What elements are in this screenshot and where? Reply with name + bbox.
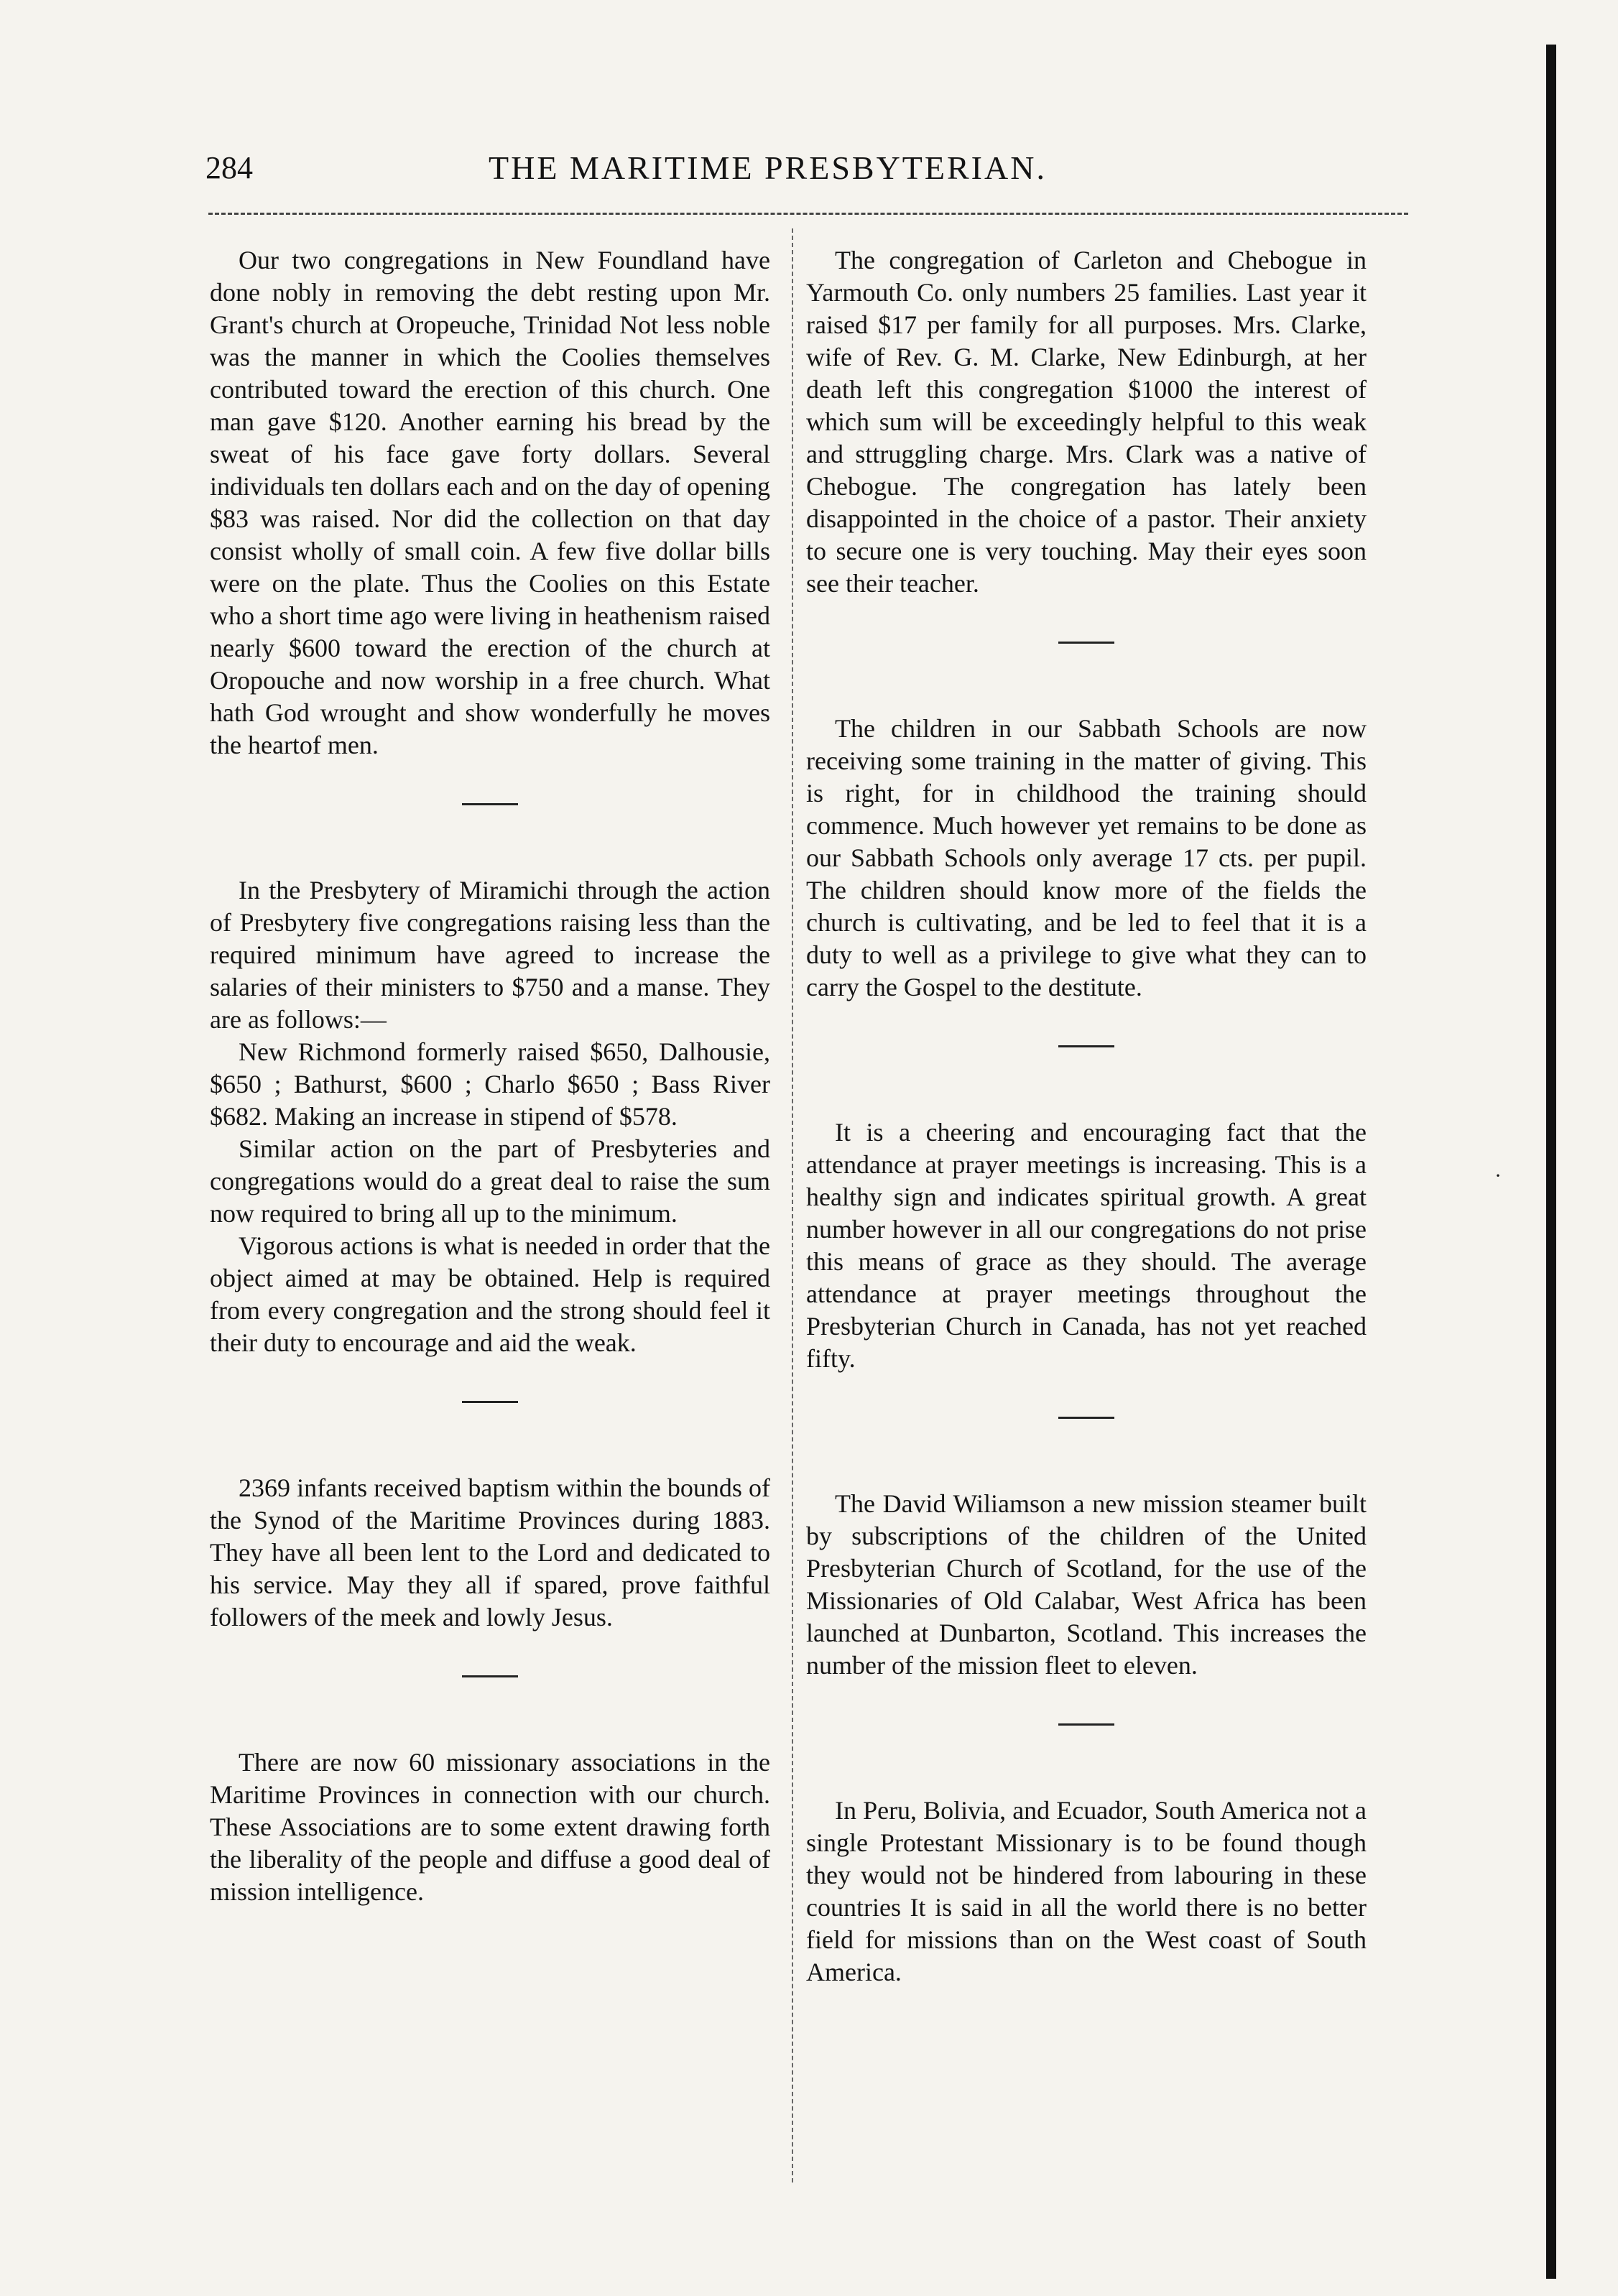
article-paragraph: Our two congregations in New Foundland have done nobly in removing the debt resting upon Mr. Grant's church at Oropeuche, Trinidad Not less noble was the manner in which the Coolies themselves contributed toward the erection of this church. One man gave $120. Another earning his bread by the sweat of his face gave forty dollars. Several individuals ten dollars each and on the day of opening $83 was raised. Nor did the collection on that day consist wholly of small coin. A few five dollar bills were on the plate. Thus the Coolies on this Estate who a short time ago were living in heathenism raised nearly $600 toward the erection of the church at Oropouche and now worship in a free church. What hath God wrought and show wonderfully he moves the heartof men. — [210, 246, 770, 759]
article-separator — [1058, 1417, 1114, 1419]
article — [210, 874, 770, 1359]
column-divider — [792, 228, 793, 2182]
page-edge-bar — [1546, 45, 1556, 2279]
right-column — [806, 244, 1367, 1989]
article-separator — [462, 1675, 518, 1677]
article — [210, 1746, 770, 1908]
article — [806, 244, 1367, 600]
article-separator — [1058, 1723, 1114, 1726]
article-paragraph: In the Presbytery of Miramichi through the action of Presbytery five congregations raising less than the required minimum have agreed to increase the salaries of their ministers to $750 and a manse. They are as follows:— — [210, 876, 770, 1034]
article-paragraph: The congregation of Carleton and Chebogue in Yarmouth Co. only numbers 25 families. Last year it raised $17 per family for all purposes. Mrs. Clarke, wife of Rev. G. M. Clarke, New Edinburgh, at her death left this congregation $1000 the interest of which sum will be exceedingly helpful to this weak and sttruggling charge. Mrs. Clark was a native of Chebogue. The congregation has lately been disappointed in the choice of a pastor. Their anxiety to secure one is very touching. May their eyes soon see their teacher. — [806, 246, 1367, 598]
article-paragraph: The children in our Sabbath Schools are now receiving some training in the matter of giving. This is right, for in childhood the training should commence. Much however yet remains to be done as our Sabbath Schools only average 17 cts. per pupil. The children should know more of the fields the church is cultivating, and be led to feel that it is a duty to well as a privilege to give what they can to carry the Gospel to the destitute. — [806, 714, 1367, 1001]
running-title: THE MARITIME PRESBYTERIAN. — [489, 149, 1047, 186]
page-header — [0, 148, 1618, 198]
article-separator — [462, 803, 518, 805]
article-separator — [1058, 1045, 1114, 1047]
article — [806, 1116, 1367, 1375]
article-paragraph: It is a cheering and encouraging fact that the attendance at prayer meetings is increasing. This is a healthy sign and indicates spiritual growth. A great number however in all our congregations do not prise this means of grace as they should. The average attendance at prayer meetings throughout the Presbyterian Church in Canada, has not yet reached fifty. — [806, 1118, 1367, 1373]
article-separator — [462, 1401, 518, 1403]
article-separator — [1058, 642, 1114, 644]
article — [806, 1795, 1367, 1989]
page-number: 284 — [205, 150, 253, 185]
article-paragraph: Similar action on the part of Presbyteries and congregations would do a great deal to raise the sum now required to bring all up to the minimum. — [210, 1134, 770, 1228]
article — [210, 1472, 770, 1634]
article-paragraph: The David Wiliamson a new mission steamer built by subscriptions of the children of the United Presbyterian Church of Scotland, for the use of the Missionaries of Old Calabar, West Africa has been launched at Dunbarton, Scotland. This increases the number of the mission fleet to eleven. — [806, 1489, 1367, 1680]
article-paragraph: Vigorous actions is what is needed in order that the object aimed at may be obtained. Help is required from every congregation and the strong should feel it their duty to encourage and aid the weak. — [210, 1231, 770, 1357]
article — [806, 713, 1367, 1004]
article-paragraph: There are now 60 missionary associations in the Maritime Provinces in connection with our church. These Associations are to some extent drawing forth the liberality of the people and diffuse a good deal of mission intelligence. — [210, 1748, 770, 1906]
article — [210, 244, 770, 762]
margin-mark: · — [1494, 1164, 1502, 1188]
article-paragraph: In Peru, Bolivia, and Ecuador, South America not a single Protestant Missionary is to be found though they would not be hindered from labouring in these countries It is said in all the world there is no better field for missions than on the West coast of South America. — [806, 1796, 1367, 1986]
article-paragraph: 2369 infants received baptism within the bounds of the Synod of the Maritime Provinces during 1883. They have all been lent to the Lord and dedicated to his service. May they all if spared, prove faithful followers of the meek and lowly Jesus. — [210, 1473, 770, 1631]
left-column — [210, 244, 770, 1908]
article-paragraph: New Richmond formerly raised $650, Dalhousie, $650 ; Bathurst, $600 ; Charlo $650 ; Bass River $682. Making an increase in stipend of $578. — [210, 1037, 770, 1131]
header-rule — [208, 213, 1408, 215]
article — [806, 1488, 1367, 1682]
